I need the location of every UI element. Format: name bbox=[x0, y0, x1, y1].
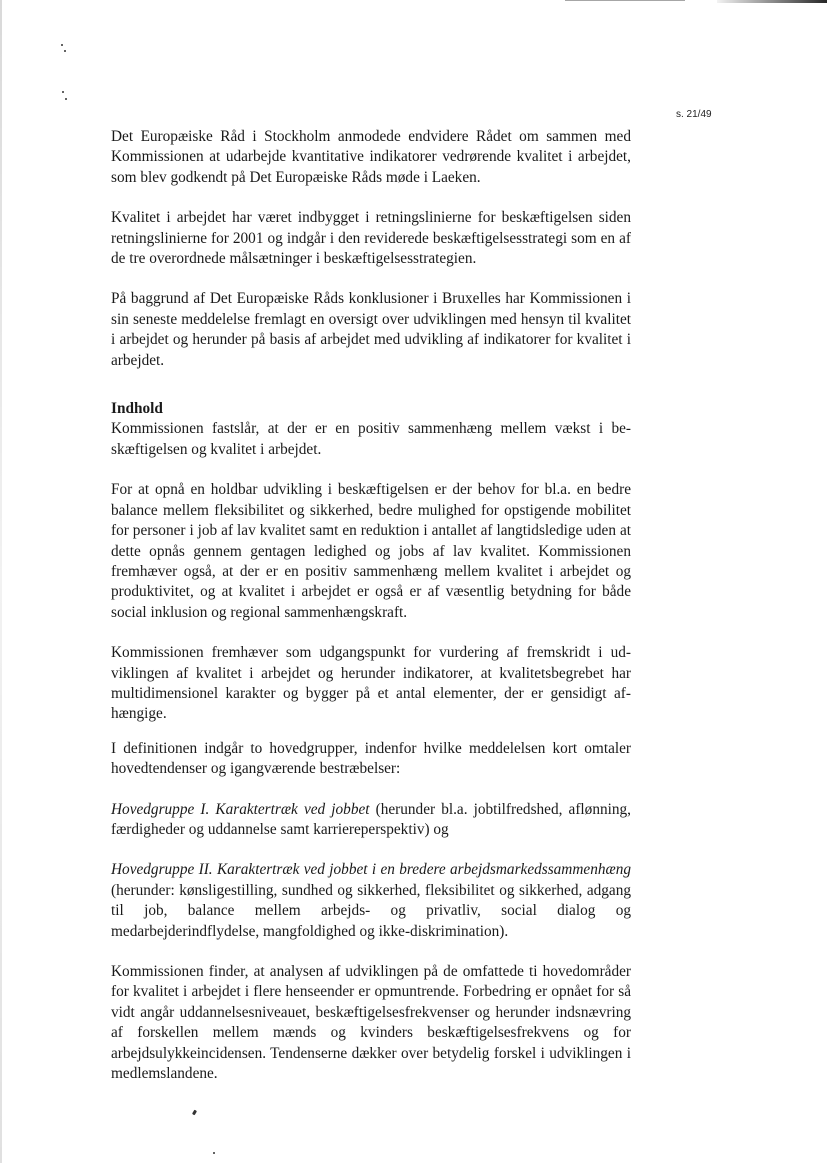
italic-lead: Hovedgruppe II. Karaktertræk ved jobbet i en bredere arbejdsmarkedssammenhæng bbox=[111, 861, 631, 879]
page-number: s. 21/49 bbox=[676, 109, 712, 120]
scan-speck bbox=[64, 50, 66, 52]
paragraph: Kommissionen finder, at analysen af udviklingen på de omfattede ti hovedområder for kvalitet i arbejdet i flere henseender er opmuntrende. Forbedring er opnået for så vidt angår uddannelsesniveauet, beskæftigelsesfrekvenser og herunder indsnævring af forskellen mellem mænds og kvinders beskæftigelsesfrekvens og for arbejdsulykkeincidensen. Tendenserne dækker over betydelig forskel i udviklingen i medlemslandene. bbox=[111, 963, 631, 1083]
scan-artifact-top-right bbox=[717, 0, 827, 3]
scan-speck bbox=[62, 91, 64, 93]
paragraph: Kommissionen fremhæver som udgangspunkt for vurdering af fremskridt i udviklingen af kvalitet i arbejdet og herunder indikatorer, at kvalitetsbegrebet har multidimensionel karakter og bygger på et antal elementer, der er gensidigt afhængige. bbox=[111, 644, 631, 723]
paragraph-hovedgruppe-1 bbox=[111, 800, 631, 841]
paragraph: Det Europæiske Råd i Stockholm anmodede endvidere Rådet om sammen med Kommissionen at udarbejde kvantitative indikatorer vedrørende kvalitet i arbejdet, som blev godkendt på Det Europæiske Råds møde i Laeken. bbox=[111, 128, 631, 186]
paragraph: Kvalitet i arbejdet har været indbygget i retningslinierne for beskæftigelsen siden retningslinierne for 2001 og indgår i den reviderede beskæftigelsesstrategi som en af de tre overordnede målsætninger i beskæftigelsesstrategien. bbox=[111, 209, 631, 268]
paragraph: Kommissionen fastslår, at der er en positiv sammenhæng mellem vækst i beskæftigelsen og kvalitet i arbejdet. bbox=[111, 420, 631, 458]
italic-lead: Hovedgruppe I. Karaktertræk ved jobbet bbox=[111, 800, 370, 818]
scan-speck bbox=[61, 44, 63, 46]
scan-left-edge bbox=[0, 0, 2, 1163]
scan-speck bbox=[65, 98, 67, 100]
paragraph: På baggrund af Det Europæiske Råds konklusioner i Bruxelles har Kommissionen i sin seneste meddelelse fremlagt en oversigt over udviklingen med hensyn til kvalitet i arbejdet og herunder på basis af arbejdet med udvikling af indikatorer for kvalitet i arbejdet. bbox=[111, 290, 631, 369]
scan-speck bbox=[192, 1110, 197, 1116]
paragraph-text: (herunder bl.a. jobtilfredshed, aflønning, færdigheder og uddannelse samt karriereperspektiv) og bbox=[111, 800, 631, 838]
document-body bbox=[111, 127, 631, 1104]
section-heading: Indhold bbox=[111, 400, 163, 418]
paragraph-hovedgruppe-2 bbox=[111, 860, 631, 942]
scan-artifact-top bbox=[565, 0, 685, 1]
scan-speck bbox=[213, 1152, 215, 1154]
paragraph-text: (herunder: kønsligestilling, sundhed og sikkerhed, fleksibilitet og sikkerhed, adgang til job, balance mellem arbejds- og privatliv, social dialog og medarbejderindflydelse, mangfoldighed og ikke-diskrimination). bbox=[111, 881, 631, 940]
paragraph: For at opnå en holdbar udvikling i beskæftigelsen er der behov for bl.a. en bedre balance mellem fleksibilitet og sikkerhed, bedre mulighed for opstigende mobilitet for personer i job af lav kvalitet samt en reduktion i antallet af langtidsledige uden at dette opnås gennem gentagen ledighed og jobs af lav kvalitet. Kommissionen fremhæver også, at der er en positiv sammenhæng mellem kvalitet i arbejdet og produktivitet, og at kvalitet i arbejdet er også er af væsentlig betydning for både social inklusion og regional sammenhængskraft. bbox=[111, 481, 631, 621]
paragraph: I definitionen indgår to hovedgrupper, indenfor hvilke meddelelsen kort omtaler hovedtendenser og igangværende bestræbelser: bbox=[111, 739, 631, 778]
